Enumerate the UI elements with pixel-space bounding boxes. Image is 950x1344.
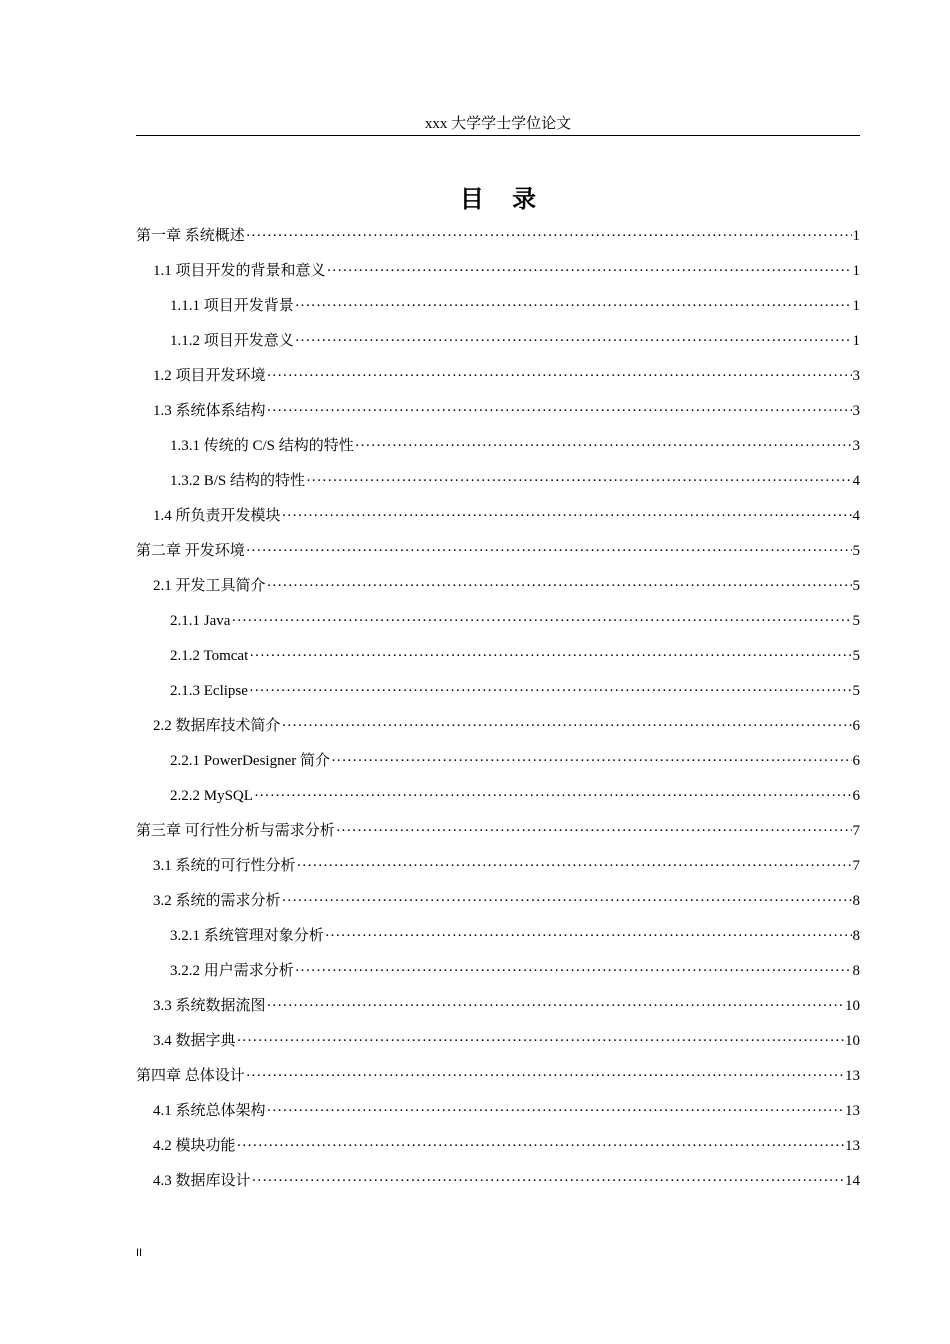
- toc-dot-leader: [267, 996, 844, 1016]
- toc-entry-page: 7: [852, 858, 860, 874]
- toc-dot-leader: [246, 541, 852, 561]
- toc-entry-label: 2.2 数据库技术简介: [153, 718, 281, 734]
- toc-entry[interactable]: [136, 471, 860, 506]
- toc-entry-page: 6: [852, 753, 860, 769]
- toc-dot-leader: [246, 226, 852, 246]
- toc-entry-page: 3: [852, 368, 860, 384]
- toc-entry[interactable]: [136, 331, 860, 366]
- toc-entry[interactable]: [136, 1031, 860, 1066]
- toc-entry-label: 3.2 系统的需求分析: [153, 893, 281, 909]
- toc-entry[interactable]: [136, 926, 860, 961]
- toc-entry[interactable]: [136, 226, 860, 261]
- toc-entry-label: 1.3.1 传统的 C/S 结构的特性: [170, 438, 354, 454]
- header-rule: [136, 135, 860, 136]
- toc-entry[interactable]: [136, 751, 860, 786]
- toc-dot-leader: [306, 471, 851, 491]
- toc-dot-leader: [282, 716, 852, 736]
- toc-entry[interactable]: [136, 856, 860, 891]
- toc-entry-page: 13: [845, 1103, 860, 1119]
- toc-entry[interactable]: [136, 996, 860, 1031]
- toc-dot-leader: [254, 786, 852, 806]
- toc-entry[interactable]: [136, 716, 860, 751]
- table-of-contents: [136, 226, 860, 1206]
- toc-entry-page: 14: [845, 1173, 860, 1189]
- toc-entry-page: 13: [845, 1068, 860, 1084]
- toc-dot-leader: [237, 1136, 844, 1156]
- toc-entry[interactable]: [136, 1136, 860, 1171]
- toc-dot-leader: [295, 961, 852, 981]
- toc-entry-page: 1: [852, 333, 860, 349]
- toc-entry-label: 第三章 可行性分析与需求分析: [136, 823, 335, 839]
- toc-entry-page: 6: [852, 788, 860, 804]
- toc-dot-leader: [267, 576, 852, 596]
- toc-entry-label: 3.1 系统的可行性分析: [153, 858, 296, 874]
- toc-entry-page: 7: [852, 823, 860, 839]
- toc-entry[interactable]: [136, 401, 860, 436]
- toc-entry[interactable]: [136, 261, 860, 296]
- toc-entry-page: 1: [852, 263, 860, 279]
- toc-dot-leader: [282, 891, 852, 911]
- toc-entry-label: 1.3 系统体系结构: [153, 403, 266, 419]
- toc-entry-label: 4.1 系统总体架构: [153, 1103, 266, 1119]
- toc-entry-label: 1.1 项目开发的背景和意义: [153, 263, 326, 279]
- toc-entry-page: 5: [852, 578, 860, 594]
- toc-entry-page: 4: [852, 473, 860, 489]
- toc-entry[interactable]: [136, 681, 860, 716]
- toc-dot-leader: [267, 1101, 844, 1121]
- toc-entry-label: 第一章 系统概述: [136, 228, 245, 244]
- toc-entry-page: 5: [852, 648, 860, 664]
- toc-entry-page: 8: [852, 963, 860, 979]
- toc-entry-page: 13: [845, 1138, 860, 1154]
- toc-entry[interactable]: [136, 366, 860, 401]
- toc-entry-label: 3.4 数据字典: [153, 1033, 236, 1049]
- toc-entry[interactable]: [136, 821, 860, 856]
- toc-entry-label: 3.2.2 用户需求分析: [170, 963, 294, 979]
- toc-entry-label: 2.1.2 Tomcat: [170, 648, 249, 664]
- toc-entry-label: 2.1 开发工具简介: [153, 578, 266, 594]
- toc-entry[interactable]: [136, 436, 860, 471]
- toc-entry-label: 3.3 系统数据流图: [153, 998, 266, 1014]
- toc-entry-label: 4.2 模块功能: [153, 1138, 236, 1154]
- toc-dot-leader: [237, 1031, 844, 1051]
- toc-entry-label: 3.2.1 系统管理对象分析: [170, 928, 324, 944]
- toc-entry[interactable]: [136, 506, 860, 541]
- toc-dot-leader: [355, 436, 852, 456]
- toc-dot-leader: [325, 926, 852, 946]
- toc-entry[interactable]: [136, 576, 860, 611]
- toc-entry-label: 2.1.3 Eclipse: [170, 683, 248, 699]
- toc-dot-leader: [297, 856, 852, 876]
- toc-entry-page: 8: [852, 928, 860, 944]
- toc-entry-page: 5: [852, 613, 860, 629]
- toc-entry-label: 4.3 数据库设计: [153, 1173, 251, 1189]
- toc-entry-page: 3: [852, 438, 860, 454]
- toc-entry[interactable]: [136, 1171, 860, 1206]
- toc-dot-leader: [267, 366, 852, 386]
- toc-dot-leader: [336, 821, 852, 841]
- toc-dot-leader: [295, 296, 852, 316]
- page-number: II: [136, 1247, 143, 1259]
- toc-entry-label: 1.1.2 项目开发意义: [170, 333, 294, 349]
- toc-entry-page: 10: [845, 998, 860, 1014]
- toc-entry[interactable]: [136, 891, 860, 926]
- toc-entry-label: 2.1.1 Java: [170, 613, 231, 629]
- toc-entry-label: 1.3.2 B/S 结构的特性: [170, 473, 306, 489]
- toc-entry-label: 1.2 项目开发环境: [153, 368, 266, 384]
- toc-entry-label: 2.2.2 MySQL: [170, 788, 253, 804]
- toc-entry[interactable]: [136, 1101, 860, 1136]
- toc-dot-leader: [252, 1171, 844, 1191]
- toc-entry-page: 1: [852, 298, 860, 314]
- toc-dot-leader: [327, 261, 852, 281]
- toc-entry-label: 第二章 开发环境: [136, 543, 245, 559]
- toc-entry-page: 1: [852, 228, 860, 244]
- toc-entry[interactable]: [136, 541, 860, 576]
- toc-entry[interactable]: [136, 646, 860, 681]
- toc-entry[interactable]: [136, 786, 860, 821]
- toc-dot-leader: [246, 1066, 844, 1086]
- toc-entry[interactable]: [136, 1066, 860, 1101]
- toc-entry-label: 1.4 所负责开发模块: [153, 508, 281, 524]
- toc-entry-label: 2.2.1 PowerDesigner 简介: [170, 753, 330, 769]
- toc-entry[interactable]: [136, 296, 860, 331]
- toc-dot-leader: [295, 331, 852, 351]
- toc-entry-page: 10: [845, 1033, 860, 1049]
- toc-dot-leader: [231, 611, 851, 631]
- toc-entry-label: 第四章 总体设计: [136, 1068, 245, 1084]
- toc-dot-leader: [249, 681, 852, 701]
- toc-entry-page: 6: [852, 718, 860, 734]
- toc-title: 目 录: [459, 185, 547, 213]
- toc-dot-leader: [267, 401, 852, 421]
- toc-entry-page: 5: [852, 543, 860, 559]
- toc-entry[interactable]: [136, 611, 860, 646]
- toc-entry-label: 1.1.1 项目开发背景: [170, 298, 294, 314]
- toc-entry-page: 3: [852, 403, 860, 419]
- toc-dot-leader: [282, 506, 852, 526]
- toc-dot-leader: [331, 751, 852, 771]
- running-header: xxx 大学学士学位论文: [424, 116, 572, 132]
- toc-entry[interactable]: [136, 961, 860, 996]
- toc-entry-page: 5: [852, 683, 860, 699]
- toc-entry-page: 8: [852, 893, 860, 909]
- toc-entry-page: 4: [852, 508, 860, 524]
- toc-dot-leader: [249, 646, 851, 666]
